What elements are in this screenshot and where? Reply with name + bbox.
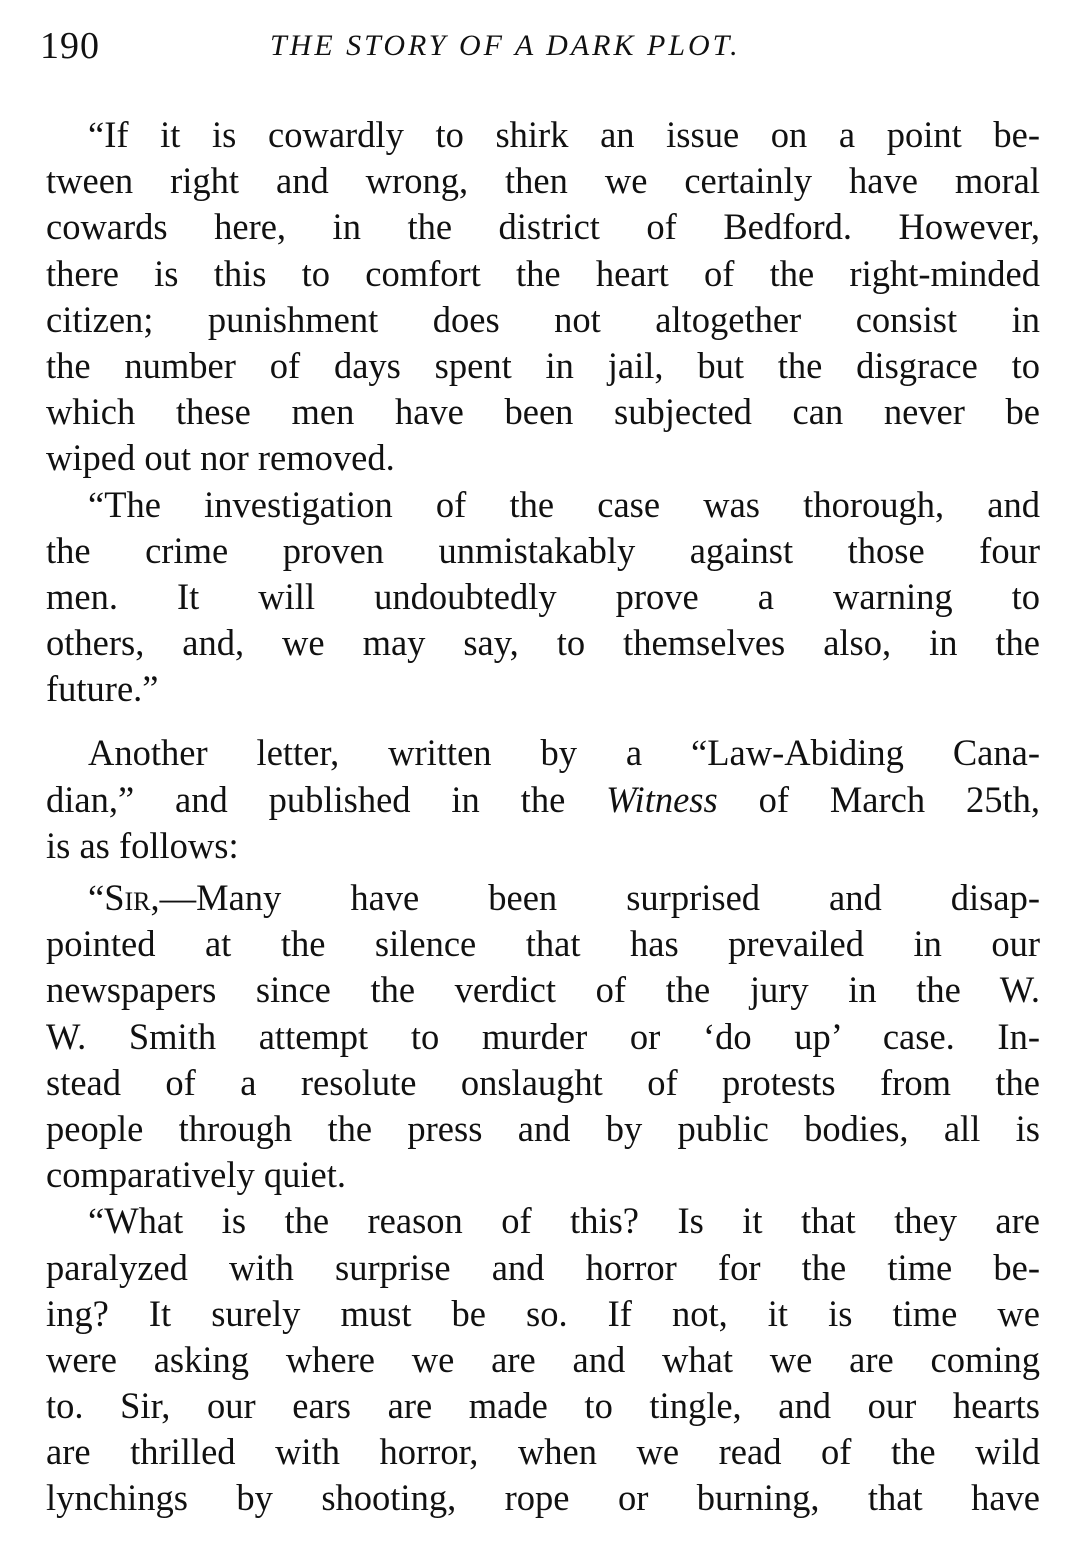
- text-line: “The investigation of the case was thorough, and: [88, 483, 1040, 525]
- text-line: ing? It surely must be so. If not, it is time we: [46, 1292, 1040, 1334]
- text-line: the number of days spent in jail, but the disgrace to: [46, 344, 1040, 386]
- text-line: others, and, we may say, to themselves also, in the: [46, 622, 1040, 664]
- text-line: [46, 777, 1040, 823]
- text-line: is as follows:: [46, 824, 239, 866]
- text-line: there is this to comfort the heart of the right-minded: [46, 252, 1040, 294]
- text-line: which these men have been subjected can never be: [46, 391, 1040, 433]
- paragraph-5: [46, 1198, 1040, 1521]
- paragraph-1: [46, 112, 1040, 482]
- text-line: were asking where we are and what we are coming: [46, 1338, 1040, 1380]
- text-line: [46, 875, 1040, 921]
- text-line: citizen; punishment does not altogether consist in: [46, 298, 1040, 340]
- page-number: 190: [40, 25, 100, 67]
- running-head: [40, 22, 1040, 72]
- paragraph-spacer: [46, 712, 1040, 730]
- text-line: the crime proven unmistakably against those four: [46, 529, 1040, 571]
- text-line: cowards here, in the district of Bedford. However,: [46, 206, 1040, 248]
- publication-name: Witness: [606, 778, 718, 820]
- text-line: Another letter, written by a “Law-Abiding Cana-: [88, 732, 1040, 774]
- text-segment: of March 25th,: [717, 778, 1040, 820]
- text-line: comparatively quiet.: [46, 1154, 347, 1196]
- paragraph-4: [46, 875, 1040, 1198]
- running-title: THE STORY OF A DARK PLOT.: [270, 29, 741, 62]
- paragraph-2: [46, 482, 1040, 713]
- text-line: paralyzed with surprise and horror for the time be-: [46, 1246, 1040, 1288]
- text-line: tween right and wrong, then we certainly have moral: [46, 160, 1040, 202]
- text-line: newspapers since the verdict of the jury in the W.: [46, 969, 1040, 1011]
- text-line: stead of a resolute onslaught of protests from the: [46, 1061, 1040, 1103]
- text-segment: dian,” and published in the: [46, 778, 607, 820]
- text-segment: ,—Many have been surprised and disap-: [150, 877, 1040, 918]
- text-line: future.”: [46, 668, 159, 710]
- text-line: W. Smith attempt to murder or ‘do up’ case. In-: [46, 1015, 1040, 1057]
- text-line: pointed at the silence that has prevailed in our: [46, 923, 1040, 965]
- text-line: lynchings by shooting, rope or burning, that have: [46, 1477, 1040, 1519]
- text-line: wiped out nor removed.: [46, 437, 395, 479]
- text-segment: “: [88, 877, 105, 918]
- text-line: people through the press and by public bodies, all is: [46, 1107, 1040, 1149]
- body-text: [46, 112, 1040, 1522]
- paragraph-3: [46, 730, 1040, 869]
- text-line: “What is the reason of this? Is it that they are: [88, 1200, 1040, 1242]
- text-line: “If it is cowardly to shirk an issue on a point be-: [88, 114, 1040, 155]
- text-line: are thrilled with horror, when we read of the wild: [46, 1431, 1040, 1473]
- text-line: to. Sir, our ears are made to tingle, and our hearts: [46, 1385, 1040, 1427]
- salutation: Sir: [104, 877, 151, 918]
- text-line: men. It will undoubtedly prove a warning to: [46, 575, 1040, 617]
